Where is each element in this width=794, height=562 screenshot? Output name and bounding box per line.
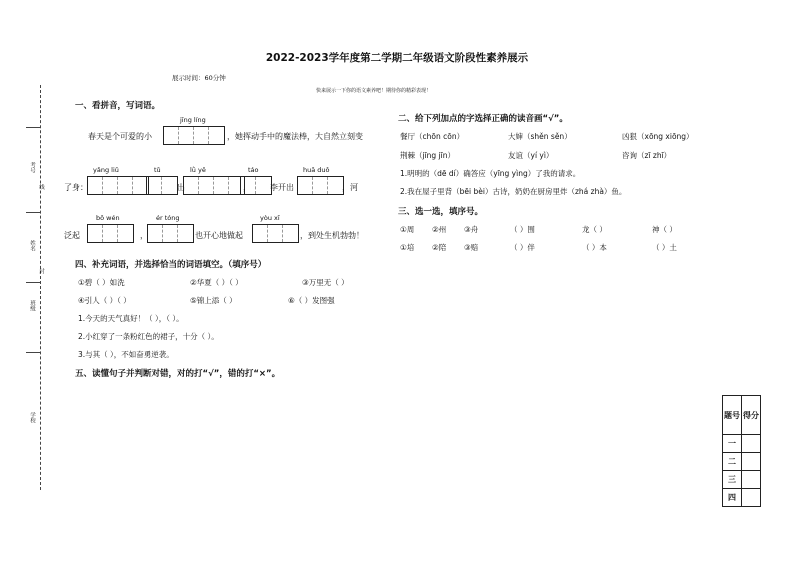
section-1-heading: 一、看拼音，写词语。 <box>75 101 161 111</box>
name-label: 姓名 <box>29 240 35 251</box>
line-label: 线 <box>38 184 44 190</box>
line-1-text-b: ，她挥动手中的魔法棒，大自然立刻变 <box>227 132 363 141</box>
idiom-3: ③万里无（ ） <box>302 278 349 287</box>
school-label: 学校 <box>29 412 35 423</box>
row-label-4: 四 <box>723 489 742 507</box>
answer-box-9[interactable] <box>252 224 299 243</box>
pinyin-9: yòu xī <box>260 214 280 222</box>
pinyin-2: yǎng liǔ <box>93 166 119 174</box>
fill-line[interactable] <box>26 212 40 213</box>
score-cell-4[interactable] <box>742 489 761 507</box>
score-cell-3[interactable] <box>742 471 761 489</box>
reading-word-2: 大婶（shěn sěn） <box>508 132 572 141</box>
idiom-6: ⑥（ ）发图强 <box>288 296 335 305</box>
exam-title: 2022-2023学年度第二学期二年级语文阶段性素养展示 <box>265 52 529 64</box>
reading-question-2: 2.我在屋子里背（bēi bèi）古诗，奶奶在厨房里炸（zhá zhà）鱼。 <box>400 187 627 196</box>
line-3-text-a: 泛起 <box>64 231 80 240</box>
answer-box-8[interactable] <box>147 224 194 243</box>
blank-6[interactable]: （ ）土 <box>652 243 677 252</box>
binding-line <box>40 85 41 490</box>
line-2-text-a: 了身： <box>64 183 88 192</box>
reading-word-4: 荆棘（jīng jīn） <box>400 151 455 160</box>
line-2-text-e: ，河 <box>342 183 358 192</box>
option-5: ②陪 <box>432 243 447 252</box>
row-label-1: 一 <box>723 435 742 453</box>
option-3: ③舟 <box>464 225 479 234</box>
blank-5[interactable]: （ ）本 <box>582 243 607 252</box>
blank-1[interactable]: （ ）围 <box>510 225 535 234</box>
blank-4[interactable]: （ ）伴 <box>510 243 535 252</box>
fill-line[interactable] <box>26 127 40 128</box>
line-2-text-c: ， <box>243 183 251 192</box>
pinyin-7: bō wén <box>96 214 120 222</box>
answer-box-1[interactable] <box>163 126 225 145</box>
section-2-heading: 二、给下列加点的字选择正确的读音画“√”。 <box>398 114 568 124</box>
fill-question-2: 2.小红穿了一条粉红色的裙子，十分（ ）。 <box>78 332 219 341</box>
seat-label: 考号 <box>29 162 35 173</box>
pinyin-4: lǜ yě <box>190 166 206 174</box>
answer-box-3[interactable] <box>146 176 178 195</box>
line-3-text-d: ，到处生机勃勃！ <box>300 231 364 240</box>
option-6: ③赔 <box>464 243 479 252</box>
fill-question-3: 3.与其（ ），不如奋勇逆袭。 <box>78 350 174 359</box>
answer-box-4[interactable] <box>183 176 245 195</box>
reading-word-6: 咨询（zī zhī） <box>622 151 672 160</box>
seal-label: 封 <box>38 268 44 274</box>
answer-box-2[interactable] <box>87 176 149 195</box>
option-2: ②州 <box>432 225 447 234</box>
fill-line[interactable] <box>26 352 40 353</box>
pinyin-1: jīng líng <box>180 116 206 124</box>
line-3-text-b: ， <box>140 231 148 240</box>
idiom-5: ⑤锦上添（ ） <box>190 296 237 305</box>
reading-word-3: 凶狠（xōng xiōng） <box>622 132 694 141</box>
encouragement-text: 快来展示一下你的语文素养吧！期待你的精彩表现！ <box>316 88 432 94</box>
line-3-text-c: 也开心地做起 <box>195 231 243 240</box>
reading-word-5: 友谊（yí yì） <box>508 151 554 160</box>
row-label-3: 三 <box>723 471 742 489</box>
score-table <box>722 395 761 507</box>
section-4-heading: 四、补充词语，并选择恰当的词语填空。（填序号） <box>75 260 267 270</box>
option-4: ①培 <box>400 243 415 252</box>
idiom-1: ①碧（ ）如洗 <box>78 278 125 287</box>
answer-box-7[interactable] <box>87 224 134 243</box>
header-question-no: 题号 <box>723 396 742 435</box>
blank-2[interactable]: 龙（ ） <box>582 225 607 234</box>
line-1-text-a: 春天是个可爱的小 <box>88 132 152 141</box>
pinyin-6: huā duǒ <box>303 166 330 174</box>
row-label-2: 二 <box>723 453 742 471</box>
line-2-text-b: 出 <box>177 183 185 192</box>
idiom-2: ②华夏（ ）（ ） <box>190 278 243 287</box>
blank-3[interactable]: 神（ ） <box>652 225 677 234</box>
answer-box-6[interactable] <box>297 176 344 195</box>
score-cell-2[interactable] <box>742 453 761 471</box>
section-5-heading: 五、读懂句子并判断对错，对的打“√”，错的打“×”。 <box>75 369 281 379</box>
fill-question-1: 1.今天的天气真好！（ ），（ ）。 <box>78 314 184 323</box>
header-score: 得分 <box>742 396 761 435</box>
reading-word-1: 餐厅（chōn cōn） <box>400 132 465 141</box>
pinyin-3: tǔ <box>154 166 161 174</box>
exam-time: 展示时间：60分钟 <box>172 74 226 82</box>
section-3-heading: 三、选一选，填序号。 <box>398 207 484 217</box>
idiom-4: ④引人（ ）（ ） <box>78 296 131 305</box>
line-2-text-d: 李开出 <box>270 183 294 192</box>
option-1: ①周 <box>400 225 415 234</box>
pinyin-8: ér tóng <box>156 214 180 222</box>
class-label: 班级 <box>29 300 35 311</box>
score-cell-1[interactable] <box>742 435 761 453</box>
fill-line[interactable] <box>26 282 40 283</box>
answer-box-5[interactable] <box>240 176 272 195</box>
reading-question-1: 1.明明的（dē dí）确答应（yīng yìng）了我的请求。 <box>400 169 581 178</box>
pinyin-5: táo <box>248 166 259 174</box>
